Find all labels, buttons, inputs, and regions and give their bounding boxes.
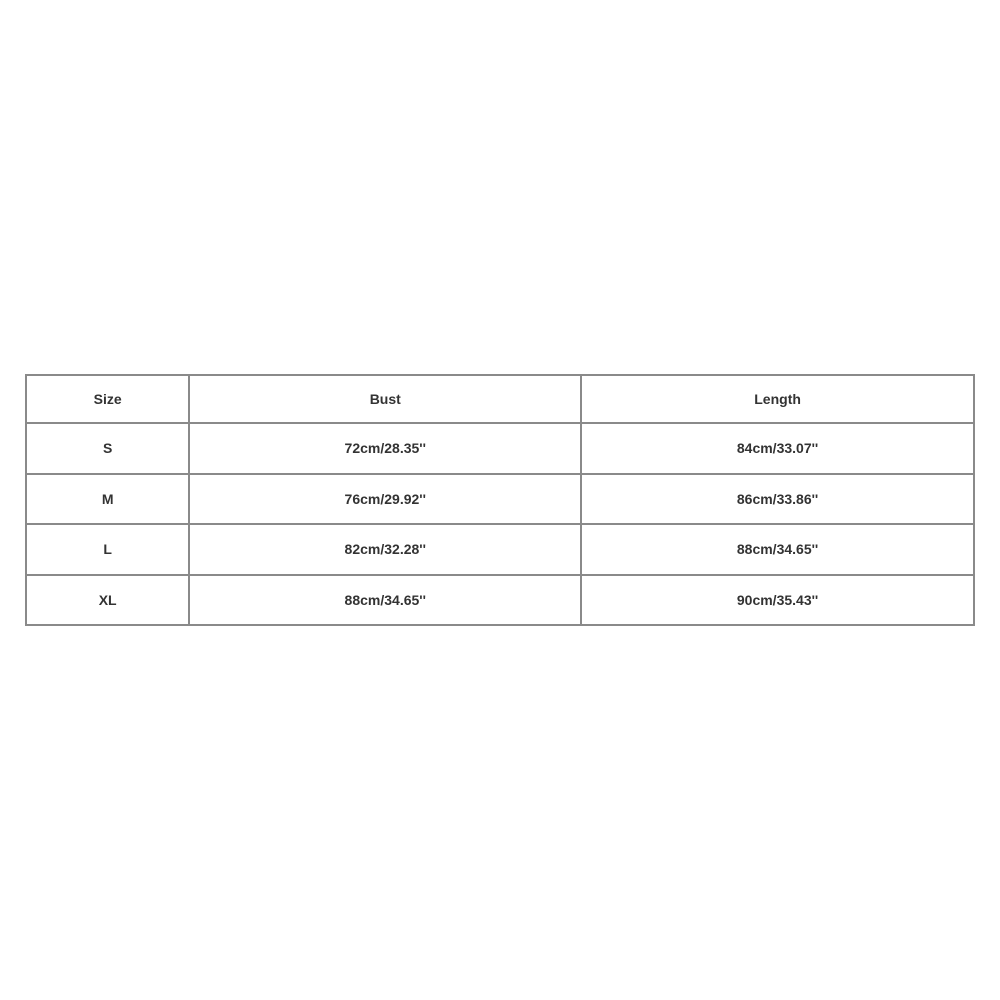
size-chart-table — [25, 374, 975, 626]
cell-bust: 82cm/32.28'' — [189, 524, 581, 575]
header-size: Size — [26, 375, 189, 423]
cell-length: 84cm/33.07'' — [581, 423, 974, 474]
cell-bust: 76cm/29.92'' — [189, 474, 581, 525]
table-row — [26, 423, 974, 474]
table-row — [26, 524, 974, 575]
table-row — [26, 575, 974, 626]
cell-length: 88cm/34.65'' — [581, 524, 974, 575]
cell-bust: 88cm/34.65'' — [189, 575, 581, 626]
cell-size: M — [26, 474, 189, 525]
table-header-row — [26, 375, 974, 423]
cell-bust: 72cm/28.35'' — [189, 423, 581, 474]
header-length: Length — [581, 375, 974, 423]
header-bust: Bust — [189, 375, 581, 423]
cell-length: 86cm/33.86'' — [581, 474, 974, 525]
cell-length: 90cm/35.43'' — [581, 575, 974, 626]
cell-size: XL — [26, 575, 189, 626]
cell-size: S — [26, 423, 189, 474]
cell-size: L — [26, 524, 189, 575]
table-row — [26, 474, 974, 525]
